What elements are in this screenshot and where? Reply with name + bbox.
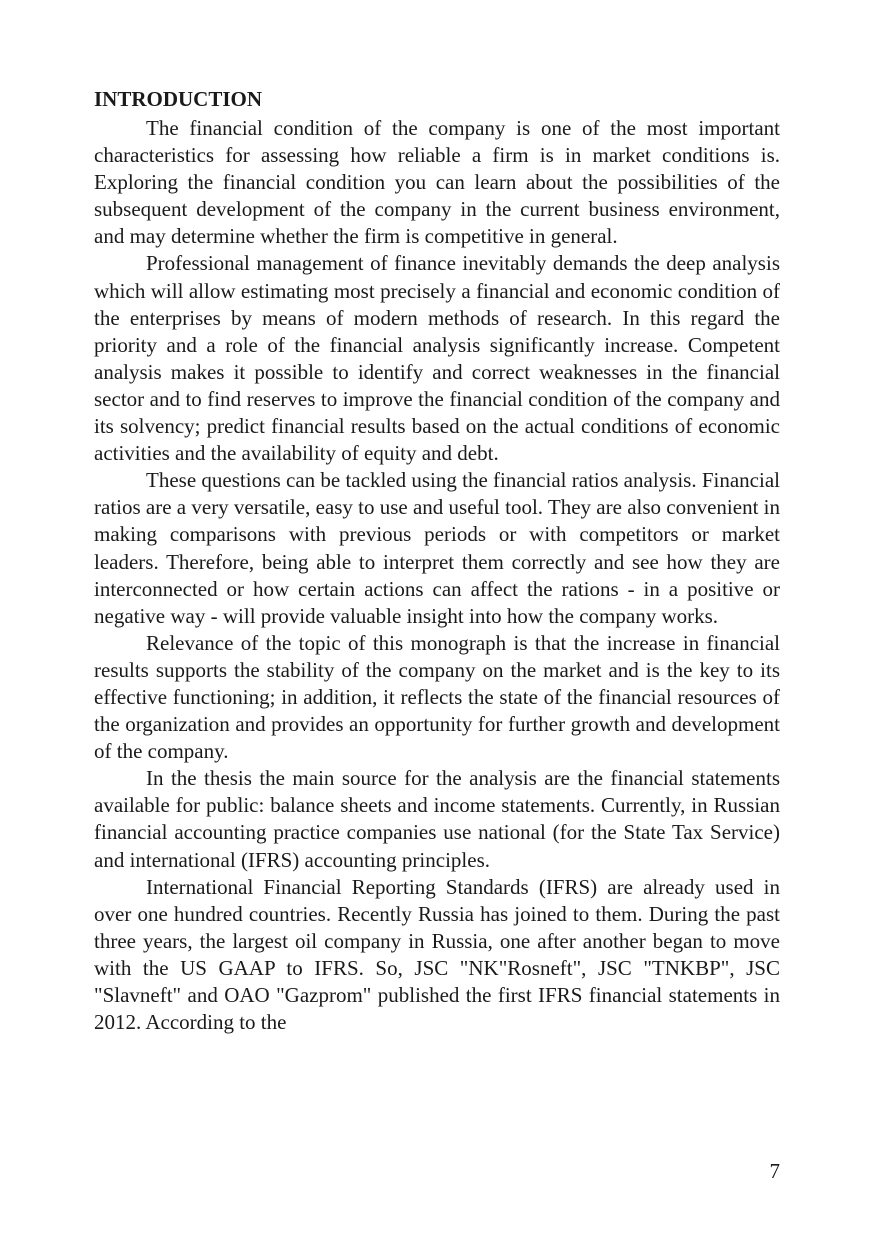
paragraph-6: International Financial Reporting Standards (IFRS) are already used in over one hundred countries. Recently Russia has joined to them. During the past three years, the largest oil company in Russia, one after another began to move with the US GAAP to IFRS. So, JSC "NK"Rosneft", JSC "TNKBP", JSC "Slavneft" and OAO "Gazprom" published the first IFRS financial statements in 2012. According to the [94,874,780,1035]
paragraph-5: In the thesis the main source for the analysis are the financial statements available for public: balance sheets and income statements. Currently, in Russian financial accounting practice companies use national (for the State Tax Service) and international (IFRS) accounting principles. [94,766,780,872]
section-heading: INTRODUCTION [94,87,263,111]
paragraph-1: The financial condition of the company is one of the most important characteristics for assessing how reliable a firm is in market conditions is. Exploring the financial condition you can learn about the possibilities of the subsequent development of the company in the current business environment, and may determine whether the firm is competitive in general. [94,116,780,249]
paragraph-4: Relevance of the topic of this monograph is that the increase in financial results supports the stability of the company on the market and is the key to its effective functioning; in addition, it reflects the state of the financial resources of the organization and provides an opportunity for further growth and development of the company. [94,630,780,764]
paragraph-2: Professional management of finance inevitably demands the deep analysis which will allow estimating most precisely a financial and economic condition of the enterprises by means of modern methods of research. In this regard the priority and a role of the financial analysis significantly increase. Competent analysis makes it possible to identify and correct weaknesses in the financial sector and to find reserves to improve the financial condition of the company and its solvency; predict financial results based on the actual conditions of economic activities and the availability of equity and debt. [94,251,780,466]
paragraph-3: These questions can be tackled using the financial ratios analysis. Financial ratios are a very versatile, easy to use and useful tool. They are also convenient in making comparisons with previous periods or with competitors or market leaders. Therefore, being able to interpret them correctly and see how they are interconnected or how certain actions can affect the rations - in a positive or negative way - will provide valuable insight into how the company works. [94,468,780,628]
page-number: 7 [769,1159,780,1183]
page-body [94,84,780,1036]
